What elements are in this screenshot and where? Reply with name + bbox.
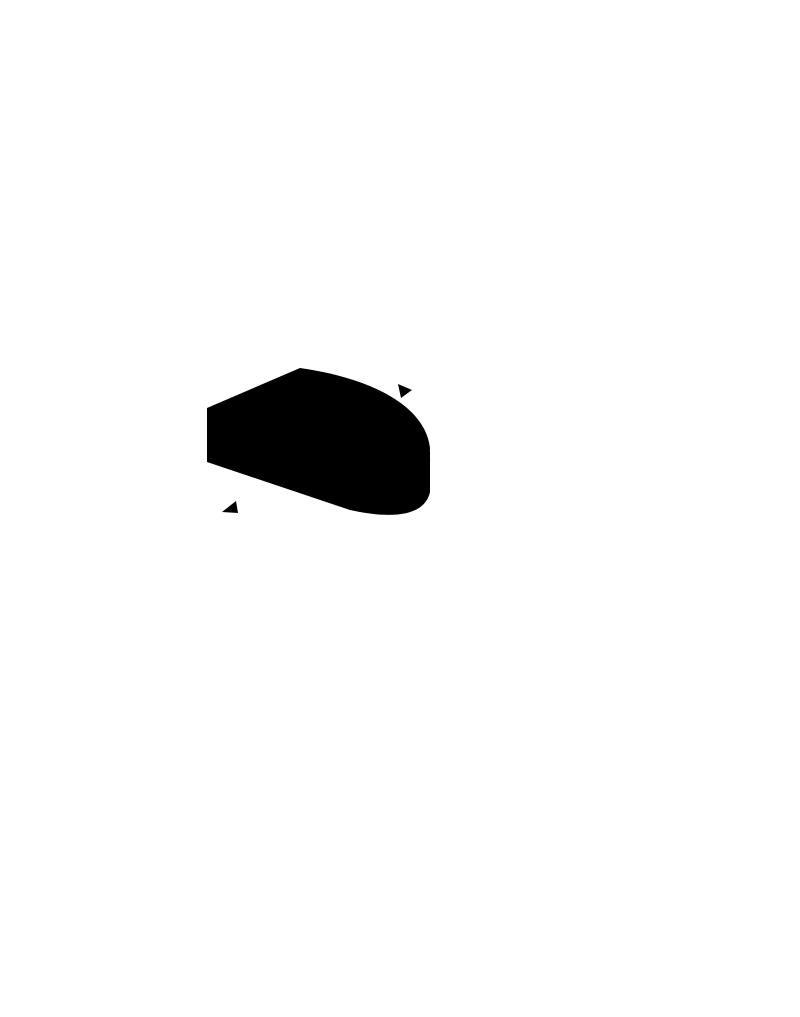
- layer-notes: [168, 712, 768, 739]
- fixing-layer-arrow: [222, 484, 285, 513]
